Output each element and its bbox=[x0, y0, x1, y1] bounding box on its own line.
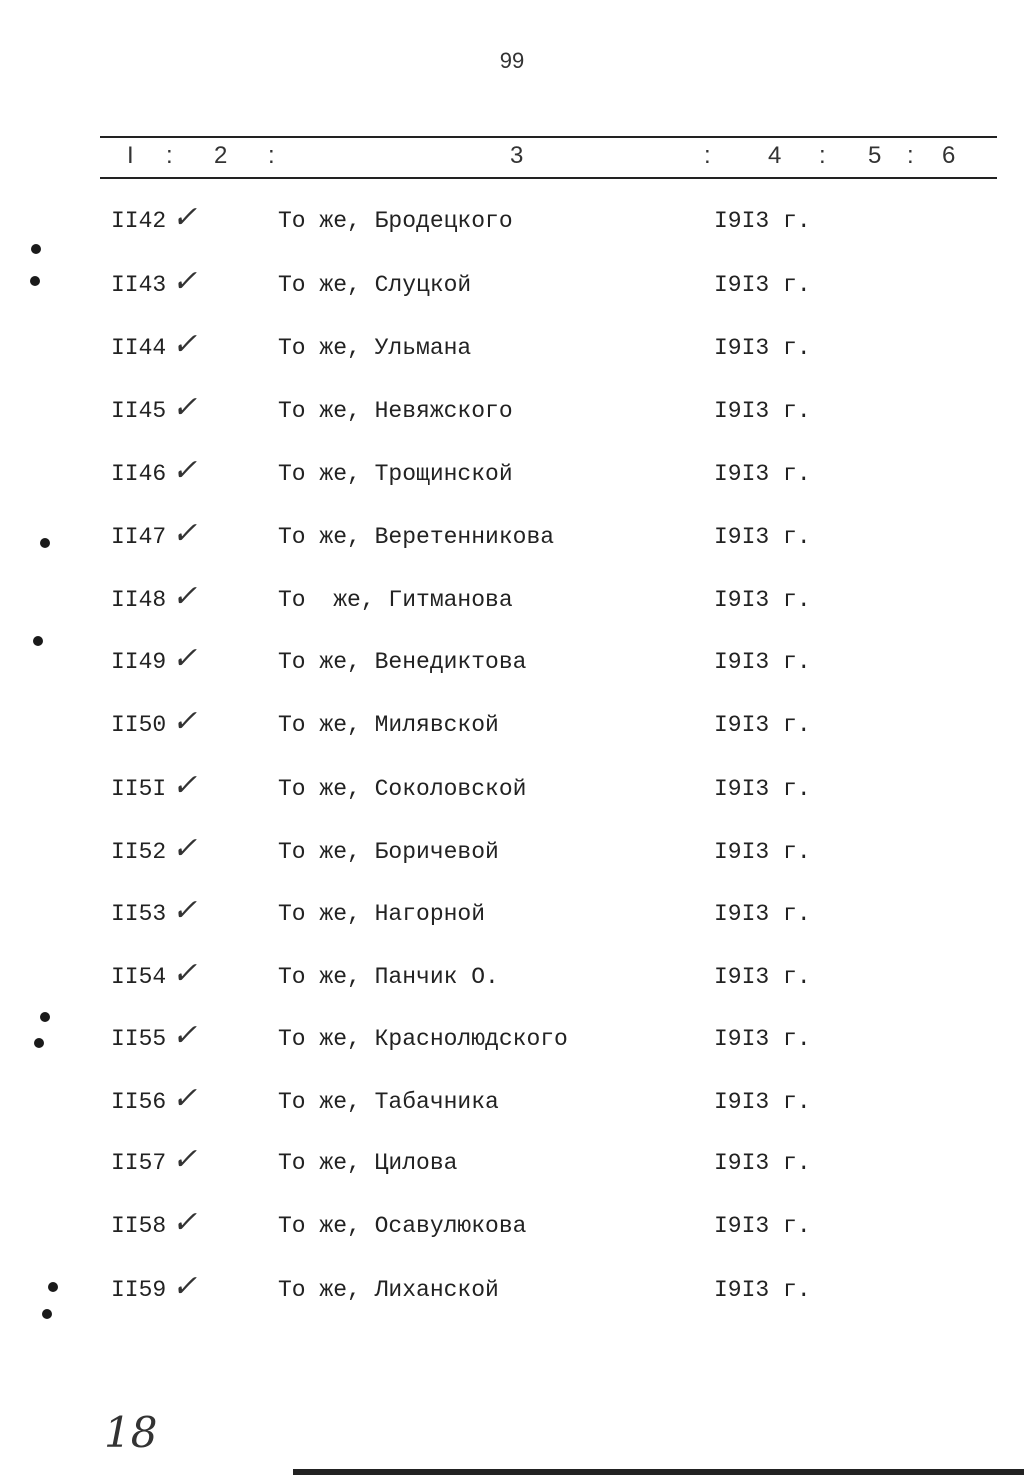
punch-hole-mark bbox=[40, 1012, 50, 1022]
item-number: II57 bbox=[111, 1150, 167, 1176]
item-title: То же, Боричевой bbox=[278, 839, 499, 865]
item-date: I9I3 г. bbox=[714, 964, 811, 990]
checkmark-icon: ✓ bbox=[172, 1142, 198, 1177]
table-row bbox=[0, 579, 1024, 627]
item-date: I9I3 г. bbox=[714, 901, 811, 927]
item-title: То же, Ульмана bbox=[278, 335, 472, 361]
column-separator: : bbox=[268, 142, 275, 169]
item-number: II53 bbox=[111, 901, 167, 927]
table-row bbox=[0, 893, 1024, 941]
item-number: II52 bbox=[111, 839, 167, 865]
item-title: То же, Цилова bbox=[278, 1150, 458, 1176]
punch-hole-mark bbox=[48, 1282, 58, 1292]
checkmark-icon: ✓ bbox=[172, 390, 198, 425]
item-date: I9I3 г. bbox=[714, 1213, 811, 1239]
punch-hole-mark bbox=[31, 244, 41, 254]
column-separator: : bbox=[907, 142, 914, 169]
item-title: То же, Бродецкого bbox=[278, 208, 513, 234]
checkmark-icon: ✓ bbox=[172, 831, 198, 866]
item-number: II44 bbox=[111, 335, 167, 361]
item-title: То же, Осавулюкова bbox=[278, 1213, 527, 1239]
item-title: То же, Трощинской bbox=[278, 461, 513, 487]
item-date: I9I3 г. bbox=[714, 587, 811, 613]
column-header-1: I bbox=[127, 142, 134, 169]
punch-hole-mark bbox=[33, 636, 43, 646]
punch-hole-mark bbox=[40, 538, 50, 548]
checkmark-icon: ✓ bbox=[172, 327, 198, 362]
table-row bbox=[0, 1081, 1024, 1129]
item-title: То же, Табачника bbox=[278, 1089, 499, 1115]
item-number: II45 bbox=[111, 398, 167, 424]
item-title: То же, Слуцкой bbox=[278, 272, 472, 298]
item-date: I9I3 г. bbox=[714, 1089, 811, 1115]
checkmark-icon: ✓ bbox=[172, 579, 198, 614]
item-title: То же, Лиханской bbox=[278, 1277, 499, 1303]
item-date: I9I3 г. bbox=[714, 398, 811, 424]
item-date: I9I3 г. bbox=[714, 712, 811, 738]
item-date: I9I3 г. bbox=[714, 524, 811, 550]
table-row bbox=[0, 1018, 1024, 1066]
table-row bbox=[0, 516, 1024, 564]
item-title: То же, Невяжского bbox=[278, 398, 513, 424]
item-title: То же, Милявской bbox=[278, 712, 499, 738]
checkmark-icon: ✓ bbox=[172, 453, 198, 488]
item-date: I9I3 г. bbox=[714, 1150, 811, 1176]
checkmark-icon: ✓ bbox=[172, 1018, 198, 1053]
item-title: То же, Веретенникова bbox=[278, 524, 555, 550]
column-header-3: 3 bbox=[510, 142, 524, 169]
item-date: I9I3 г. bbox=[714, 649, 811, 675]
table-row bbox=[0, 956, 1024, 1004]
item-date: I9I3 г. bbox=[714, 272, 811, 298]
item-title: То же, Нагорной bbox=[278, 901, 486, 927]
checkmark-icon: ✓ bbox=[172, 893, 198, 928]
column-header-4: 4 bbox=[768, 142, 782, 169]
table-row bbox=[0, 453, 1024, 501]
table-row bbox=[0, 390, 1024, 438]
table-row bbox=[0, 1205, 1024, 1253]
item-number: II49 bbox=[111, 649, 167, 675]
column-separator: : bbox=[704, 142, 711, 169]
column-header-2: 2 bbox=[214, 142, 228, 169]
item-date: I9I3 г. bbox=[714, 461, 811, 487]
checkmark-icon: ✓ bbox=[172, 1081, 198, 1116]
item-number: II56 bbox=[111, 1089, 167, 1115]
handwritten-sheet-number: 18 bbox=[104, 1408, 158, 1457]
checkmark-icon: ✓ bbox=[172, 641, 198, 676]
item-title: То же, Панчик О. bbox=[278, 964, 499, 990]
item-number: II48 bbox=[111, 587, 167, 613]
checkmark-icon: ✓ bbox=[172, 768, 198, 803]
item-number: II55 bbox=[111, 1026, 167, 1052]
item-number: II54 bbox=[111, 964, 167, 990]
page-number: 99 bbox=[499, 48, 525, 73]
column-separator: : bbox=[819, 142, 826, 169]
page-bottom-edge bbox=[293, 1469, 1024, 1475]
checkmark-icon: ✓ bbox=[172, 200, 198, 235]
punch-hole-mark bbox=[42, 1309, 52, 1319]
item-date: I9I3 г. bbox=[714, 335, 811, 361]
item-number: II47 bbox=[111, 524, 167, 550]
table-row bbox=[0, 264, 1024, 312]
column-header-6: 6 bbox=[942, 142, 956, 169]
item-number: II46 bbox=[111, 461, 167, 487]
item-title: То же, Гитманова bbox=[278, 587, 513, 613]
item-title: То же, Венедиктова bbox=[278, 649, 527, 675]
table-row bbox=[0, 831, 1024, 879]
item-number: II50 bbox=[111, 712, 167, 738]
item-date: I9I3 г. bbox=[714, 1026, 811, 1052]
checkmark-icon: ✓ bbox=[172, 704, 198, 739]
item-number: II5I bbox=[111, 776, 167, 802]
punch-hole-mark bbox=[30, 276, 40, 286]
checkmark-icon: ✓ bbox=[172, 516, 198, 551]
column-header-5: 5 bbox=[868, 142, 882, 169]
table-row bbox=[0, 641, 1024, 689]
item-date: I9I3 г. bbox=[714, 776, 811, 802]
table-row bbox=[0, 1269, 1024, 1317]
table-row bbox=[0, 327, 1024, 375]
table-row bbox=[0, 704, 1024, 752]
table-row bbox=[0, 768, 1024, 816]
punch-hole-mark bbox=[34, 1038, 44, 1048]
checkmark-icon: ✓ bbox=[172, 956, 198, 991]
table-row bbox=[0, 1142, 1024, 1190]
item-number: II58 bbox=[111, 1213, 167, 1239]
table-row bbox=[0, 200, 1024, 248]
item-number: II43 bbox=[111, 272, 167, 298]
item-date: I9I3 г. bbox=[714, 839, 811, 865]
checkmark-icon: ✓ bbox=[172, 1205, 198, 1240]
table-header-top-rule bbox=[100, 136, 997, 138]
table-header-bottom-rule bbox=[100, 177, 997, 179]
checkmark-icon: ✓ bbox=[172, 264, 198, 299]
column-separator: : bbox=[166, 142, 173, 169]
item-number: II42 bbox=[111, 208, 167, 234]
item-date: I9I3 г. bbox=[714, 208, 811, 234]
checkmark-icon: ✓ bbox=[172, 1269, 198, 1304]
item-number: II59 bbox=[111, 1277, 167, 1303]
item-date: I9I3 г. bbox=[714, 1277, 811, 1303]
item-title: То же, Соколовской bbox=[278, 776, 527, 802]
item-title: То же, Краснолюдского bbox=[278, 1026, 568, 1052]
